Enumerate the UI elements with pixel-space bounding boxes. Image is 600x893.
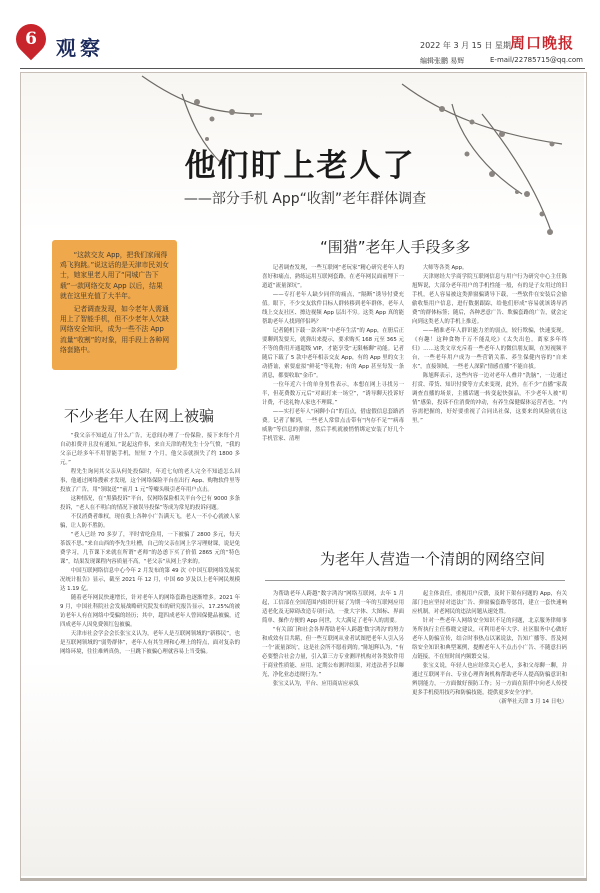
section-name: 观察 [56,36,104,60]
middle-column [262,264,404,534]
bottom-rule [20,878,587,881]
article-paragraph: 随着老年网民快速增长，针对老年人的网络套路也逐渐增多。2021 年 9 月，中国社科院社会发展战略研究院发布的研究报告显示，17.25%的被访老年人有在网络中受骗的经历；其中，超四成老年人曾因保健品被骗，近四成老年人因免费领红包被骗。 [60,595,240,628]
intro-paragraph: 记者调查发现，如今老年人需通用上了智能手机，但不少老年人欠缺网络安全知识，成为一些不法 App 流量“收割”的对象，用手段上各种网络套路中。 [60,304,169,354]
article-paragraph: 天津市社会学会会长张宝义认为，老年人是互联网领域的“新移民”，也是互联网领域的“弱势群体”，老年人有其生理和心理上的特点，面对复杂的网络环境，往往难辨真伪，一旦跳下被骗心理就容易上当受骗。 [60,631,240,655]
article-paragraph: 为帮助老年人跨越“数字鸿沟”网络互联网，去年 1 月起，工信部在全国范围内组织开展了为期一年的互联网应用适老化及无障碍改造专项行动，一批大字体、大图标、界面简单、操作方便的 App 问世，大大满足了老年人的需要。 [262,591,404,624]
intro-paragraph: “这款交友 App，把我们家闹得鸡飞狗跳。”说这话的是天津市民刘女士，她家里老人用了“同城广告下载”一款网络交友 App 以后，结果就在这里充值了大半年。 [60,251,169,300]
article-paragraph: 张宝义说，年轻人也应经常关心老人，多和父母聊一聊，并通过互联网平台、专业心理咨询机构帮助老年人提高防骗意识和辨别能力，一方面做好预防工作；另一方面在陪伴中向老人传授更多手机使用技巧和防骗技能，提供更多安全守护。 [412,663,567,696]
right-column [412,264,567,534]
article-paragraph: 大师等各类 App。 [422,265,468,271]
section-heading-lower: 为老年人营造一个清朗的网络空间 [320,550,546,568]
article-paragraph: 起主体责任，重视用户反馈，及时下架有问题的 App，有关部门也应坚持对违法广告、弹窗骗套路等惩罚，建立一套快速响应机制，对老网民的违法问题从速处置。 [412,591,567,615]
article-paragraph: 中国互联网络信息中心今年 2 月发布的第 49 次《中国互联网络发展状况统计报告》显示，截至 2021 年 12 月，中国 60 岁及以上老年网民规模达 1.19 亿。 [60,568,240,592]
article-paragraph: ——精准老年人群识能力差的弱点，较行欺骗，快速变现。《有趣！这种食物千万不能乱吃》《太失出色，离家多年终归》……这类文章充斥着一些老年人的微信朋友圈，在短视频平台，一些老年用户成为一些营销关系、养生保健内容的“自来水”，直接领域，一些老人深陷“情感直播”不能自拔。 [412,328,567,370]
article-paragraph: “我父亲不知道点了什么广告，无意间办理了一份保险，接下来每个月自动扣费并且没有通知。”说起这件事，来自天津的程先生十分气愤，“我的父亲已经多年不用智能手机，短短 7 个月，他父亲就损失了约 1800 多元。” [60,433,240,466]
contact-email: E-mail/22785715@qq.com [490,56,583,64]
headline: 他们盯上老人了 [184,148,416,184]
article-paragraph: 天津财经大学商学院互联网信息与用户行为研究中心主任陈旭辉说，大部分老年用户的手机性能一般，有的是子女用过的旧手机，老人容易被这类弹窗骗诱导下载，一些软件在安装后会偷偷收集用户信息，进行数据跟踪，给他们形成“容易就该诱导消费”的群体标签；随后，各种恶意广告、欺骗套路的广告，就会定向到这类老人的手机上推送。 [412,274,567,325]
article-paragraph: 针对一些老年人网络安全知识不足的问题，北京服务律师事务所执行主任蔡晓文建议，可利用老年大学、社区服务中心做好老年人防骗宣传，结合时事热点以案说法，告知广播等、普及网络安全知识和典型案例，提醒老年人不点击小广告、不随意扫码点链接，不在短时间内频繁交易。 [412,618,567,660]
article-paragraph: “有关部门和社会各界帮助老年人跨越‘数字鸿沟’的努力和成效有目共睹，但一些互联网从业者试图把老年人引入另一个‘流量深坑’，这是社会所不愿看到的。”陈旭辉认为，“有必要整合社会力量，引入第三方专业测评机构对各类软件用于商业性质能、应用、定期公布测评结果，对违法者予以曝光，净化业态违规行为。” [262,627,404,678]
left-column [60,432,240,832]
article-paragraph: 记者调查发现，一些互联网“老玩家”精心研究老年人的喜好和痛点，熟练运用互联网套路，在老年网民面前埋下一道道“流量深坑”。 [262,265,404,289]
article-paragraph: 程先生询问其父亲从何处投保时，年近七旬的老人完全不知道怎么回事，他通过网络搜索才发现，这个网络保险平台在出行 App、购物软件里等投放了广告，用“领取送”“前月 1 元”等噱头吸引老年用户点击。 [60,469,240,493]
article-paragraph: 张宝义认为，平台、应用商店应承负 [272,681,360,687]
article-paragraph: 这种情况，在“黑猫投诉”平台，仅网络保险相关平台今已有 9000 多条投诉，“老人在不明白的情况下被误导投保”等成为常见的投诉问题。 [60,496,240,511]
issue-date: 2022 年 3 月 15 日 星期二 [420,41,519,50]
lower-left-column [262,590,404,850]
section-heading-mid: “围猎”老年人手段多多 [320,238,471,256]
header-rule [20,68,585,69]
article-paragraph: 陈旭辉表示，这些内容一边对老年人叠并“洗脑”，一边通过打赏、带货、知识付费等方式来变现，此外，在不少“直播”家裁调查直播的场景，主播话题一转变起快强品，不少老年人被“叨情”感染，投诉不住消费的冲动，有养生保健媒体运营者也，“内容需把握的，好好要重视了合同出社保，这要来的风险就在这里。” [412,373,567,424]
page-number: 6 [25,29,37,49]
article-paragraph: 记者随机下载一款名叫“中老年生活”的 App，在册后正要聊到发要天，就弹出来提示，要求购买 168 元至 365 元不等的费用开通超级 VIP，才能享受“无限畅聊”功能。记者随后下载了 5 款中老年相亲交友 App，有的 App 里的女主动搭讪，索要虚拟“鲜花”等礼物；有的 App 甚至每发一条消息，都要收取“金币”。 [262,328,404,379]
intro-box [52,240,177,370]
editor-line: 编辑张鹏 易辉 [420,57,465,65]
newspaper-logo: 周口晚报 [510,34,575,52]
dateline: （新华社天津 3 月 14 日电） [495,699,567,705]
article-paragraph: ——实打老年人“闲聊小白”的盲点，借虚假信息套路消费。记者了解到，一些老人常常点击带有“内存不足”“病毒威胁”等信息的弹窗，然后手机就被悄悄绑定安装了好几个手机管家、清理 [262,409,404,442]
article-paragraph: “老人已经 70 多岁了，平时省吃俭用，一下被骗了 2800 多元，每天茶饭不思。”来自山西的李先生吐槽，自己的父亲在网上学习理财课，说是免费学习，几节课下来就在所谓“老师”的怂恿下买了价值 2865 元的“特色课”，结果发现课程内容质量不高，“老父亲”从网上学来的。 [60,532,240,565]
section-divider [265,580,565,581]
article-paragraph: 不仅消费者维权，现在我上各种小广告满天飞，老人一不小心就被人家骗，让人防不胜防。 [60,514,240,529]
subheadline: ——部分手机 App“收割”老年群体调查 [183,191,427,207]
article-paragraph: 一位年近六十的单身男性表示，本想在网上寻找另一半，但花费数万元后“对面打来一场空”，“诱导聊天投诉好计费，不送礼物人家也不理睬。” [262,382,404,406]
page-header [0,0,600,70]
lower-right-column [412,590,567,850]
section-heading-left: 不少老年人在网上被骗 [64,407,215,425]
article-paragraph: ——专打老年人缺少同伴的痛点，“隔断”诱导付费充值。眼下，不少交友软件目标人群转移到老年群体，老年人线上交友社区、擦边视频 App 层出不穷。这类 App 真的能帮助老年人找到伴侣吗？ [262,292,404,325]
